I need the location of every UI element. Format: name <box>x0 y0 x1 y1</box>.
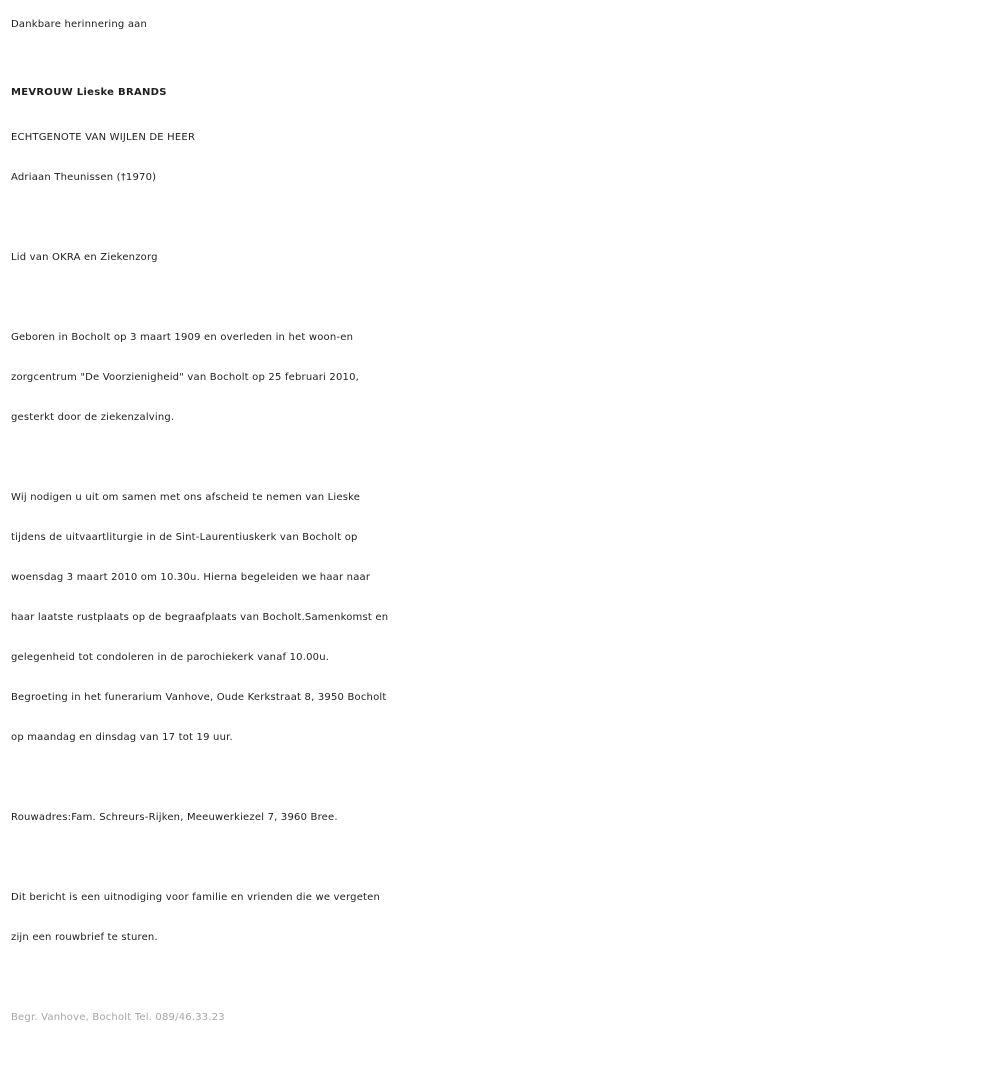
paragraph-line: op maandag en dinsdag van 17 tot 19 uur. <box>11 732 233 743</box>
paragraph-line: gelegenheid tot condoleren in de parochiekerk vanaf 10.00u. <box>11 652 330 663</box>
paragraph-line: Dit bericht is een uitnodiging voor familie en vrienden die we vergeten <box>11 892 381 903</box>
spouse-title: ECHTGENOTE VAN WIJLEN DE HEER <box>11 132 196 143</box>
funeral-home-footer: Begr. Vanhove, Bocholt Tel. 089/46.33.23 <box>11 1012 225 1023</box>
intro-text: Dankbare herinnering aan <box>11 19 148 30</box>
spacer <box>11 278 991 318</box>
invitation-paragraph <box>11 878 991 958</box>
paragraph-line: haar laatste rustplaats op de begraafplaats van Bocholt.Samenkomst en <box>11 612 389 623</box>
death-notice <box>11 0 991 1038</box>
membership-text: Lid van OKRA en Ziekenzorg <box>11 252 158 263</box>
spacer <box>11 958 991 998</box>
paragraph-line: Geboren in Bocholt op 3 maart 1909 en overleden in het woon-en <box>11 332 354 343</box>
paragraph-line: woensdag 3 maart 2010 om 10.30u. Hierna begeleiden we haar naar <box>11 572 371 583</box>
paragraph-line: gesterkt door de ziekenzalving. <box>11 412 175 423</box>
spacer <box>11 758 991 798</box>
paragraph-line: tijdens de uitvaartliturgie in de Sint-Laurentiuskerk van Bocholt op <box>11 532 358 543</box>
ceremony-paragraph <box>11 478 991 758</box>
birth-death-paragraph <box>11 318 991 438</box>
paragraph-line: Begroeting in het funerarium Vanhove, Oude Kerkstraat 8, 3950 Bocholt <box>11 692 387 703</box>
spacer <box>11 438 991 478</box>
deceased-name: MEVROUW Lieske BRANDS <box>11 87 167 98</box>
mourning-address: Rouwadres:Fam. Schreurs-Rijken, Meeuwerkiezel 7, 3960 Bree. <box>11 812 338 823</box>
spouse-name: Adriaan Theunissen (†1970) <box>11 172 157 183</box>
spacer <box>11 838 991 878</box>
paragraph-line: Wij nodigen u uit om samen met ons afscheid te nemen van Lieske <box>11 492 361 503</box>
spacer <box>11 198 991 238</box>
paragraph-line: zijn een rouwbrief te sturen. <box>11 932 158 943</box>
paragraph-line: zorgcentrum "De Voorzienigheid" van Bocholt op 25 februari 2010, <box>11 372 360 383</box>
